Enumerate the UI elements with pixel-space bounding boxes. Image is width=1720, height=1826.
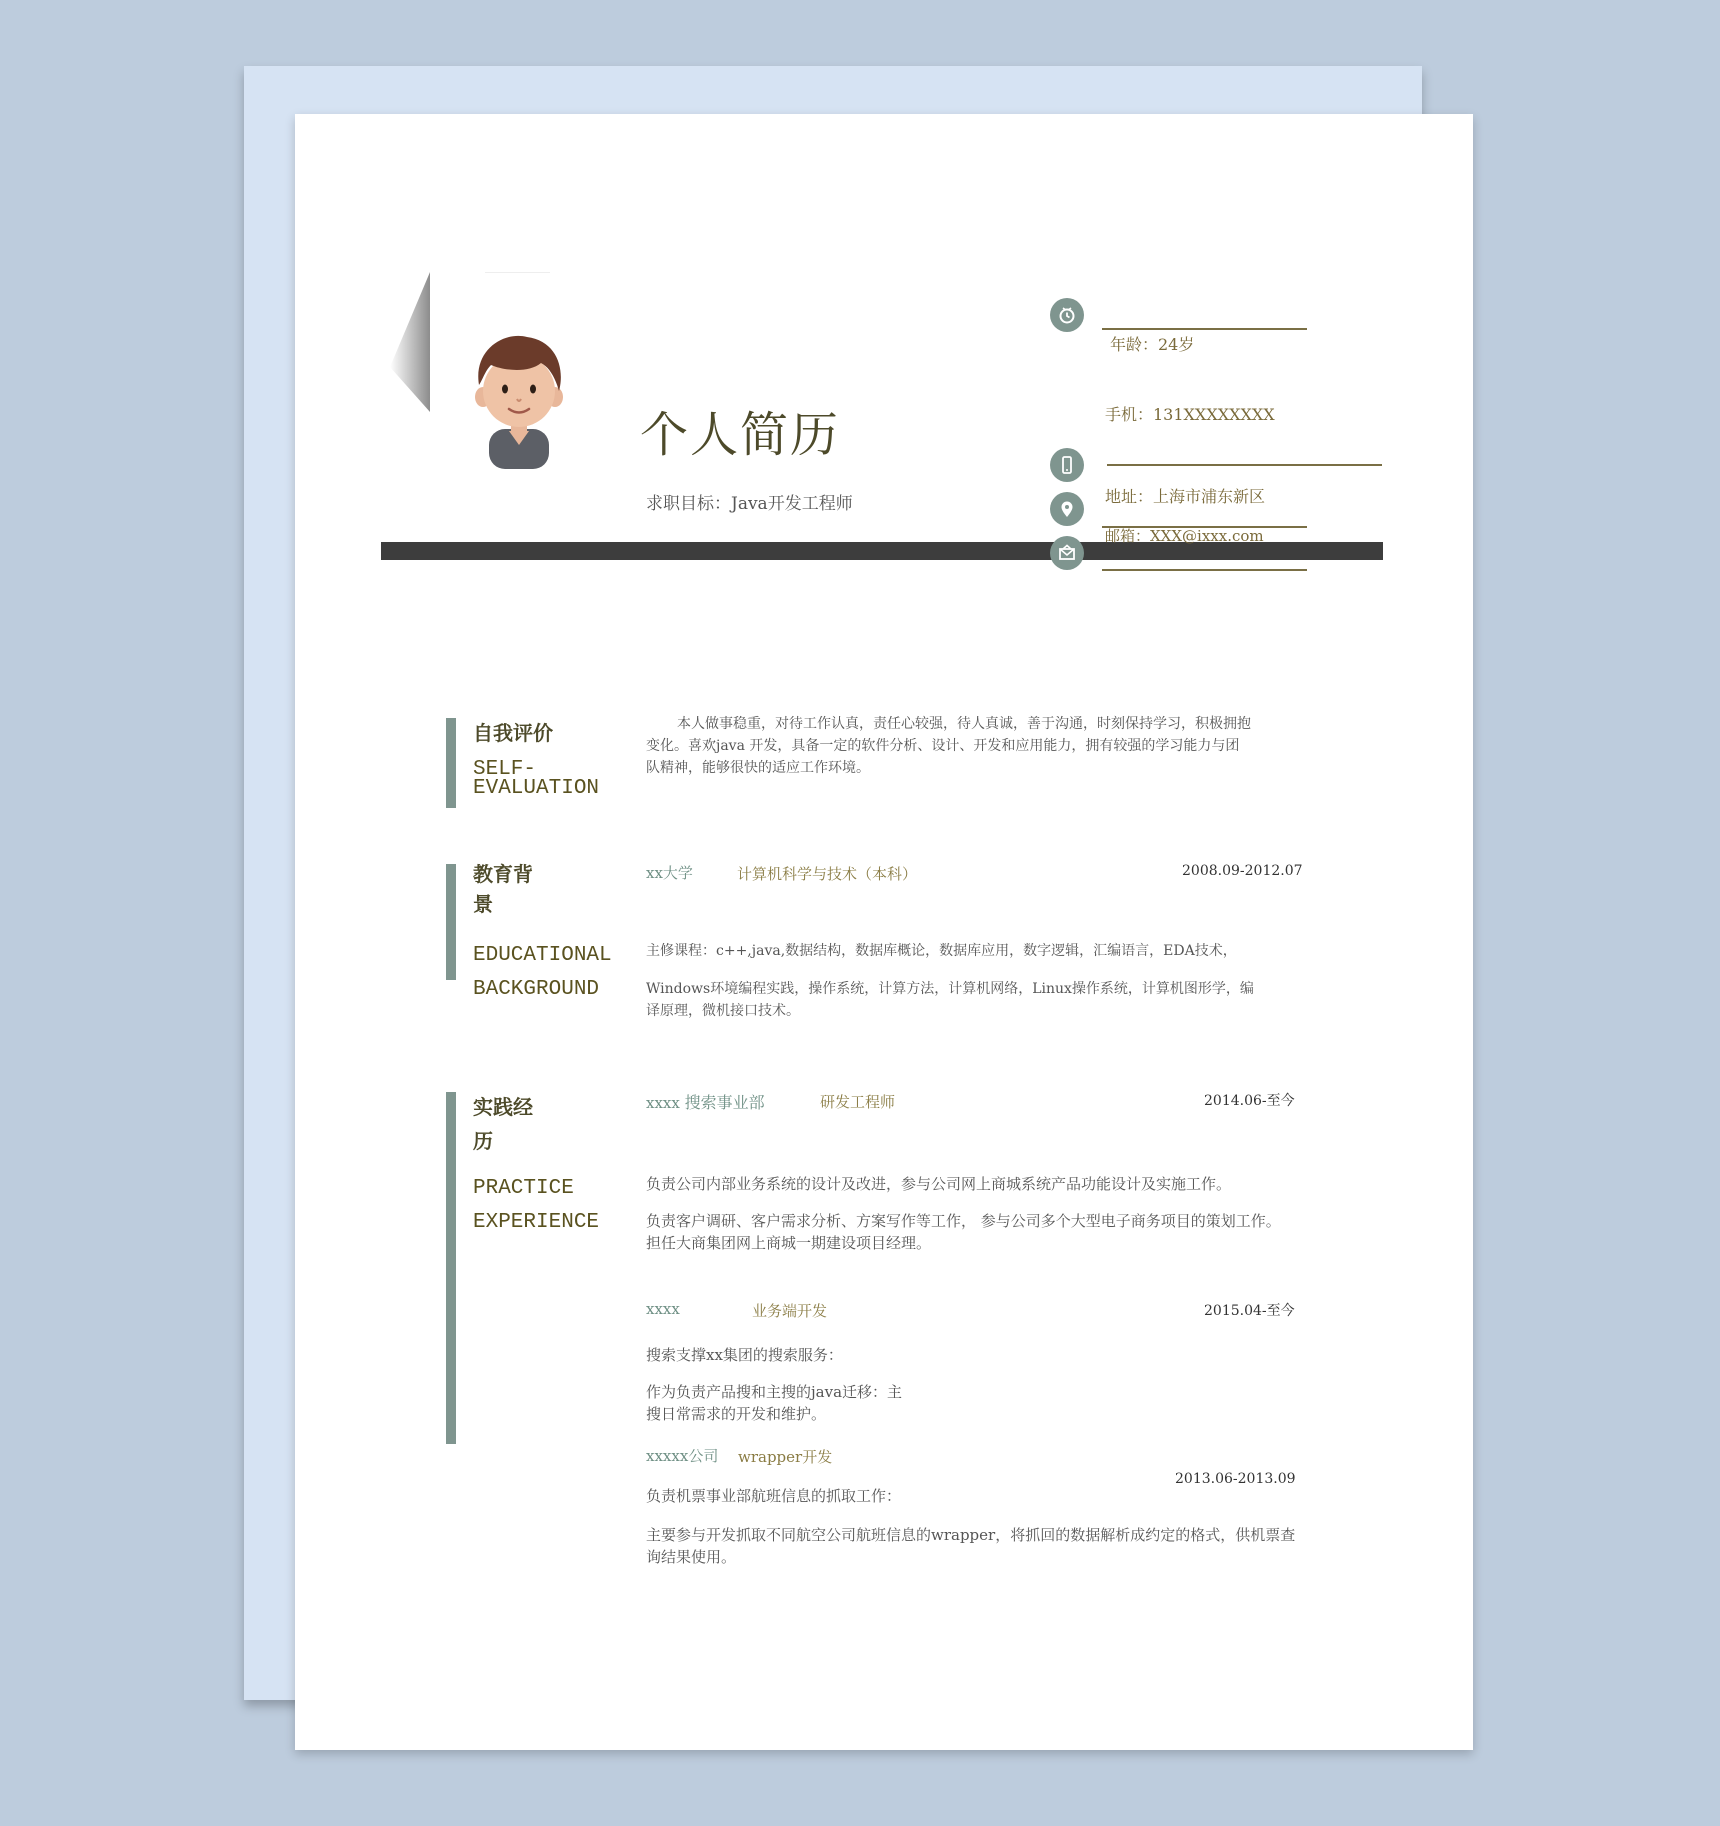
job-date: 2014.06-至今 [1204, 1093, 1295, 1109]
phone-text: 手机：131XXXXXXXX [1105, 405, 1275, 424]
avatar [465, 319, 585, 469]
job-line: 搜索支撑xx集团的搜索服务： [646, 1346, 843, 1364]
education-title-cn-2: 景 [473, 892, 493, 916]
clock-icon [1050, 298, 1084, 332]
self-eval-title-en-1: SELF- [473, 758, 537, 781]
self-eval-title-cn: 自我评价 [473, 721, 553, 745]
job-role: 业务端开发 [752, 1302, 828, 1320]
education-title-cn-1: 教育背 [473, 862, 533, 886]
self-eval-text-3: 队精神，能够很快的适应工作环境。 [646, 760, 870, 776]
email-line [1102, 569, 1307, 571]
major-name: 计算机科学与技术（本科） [737, 865, 918, 883]
courses-text-2: Windows环境编程实践，操作系统，计算方法，计算机网络，Linux操作系统，计算机图形学，编 [646, 981, 1254, 997]
job-role: 研发工程师 [820, 1093, 896, 1111]
job-role: wrapper开发 [738, 1448, 833, 1466]
job-org-prefix: xxxx [646, 1094, 680, 1112]
self-eval-bar [446, 718, 456, 808]
self-eval-text-1: 本人做事稳重，对待工作认真，责任心较强，待人真诚，善于沟通，时刻保持学习，积极拥抱 [677, 716, 1251, 732]
education-title-en-2: BACKGROUND [473, 978, 600, 1001]
mail-icon [1050, 536, 1084, 570]
courses-text-3: 译原理，微机接口技术。 [646, 1003, 800, 1019]
job-line: 负责客户调研、客户需求分析、方案写作等工作， 参与公司多个大型电子商务项目的策划工作。 [646, 1212, 1281, 1230]
education-date: 2008.09-2012.07 [1182, 863, 1303, 879]
job-line: 负责机票事业部航班信息的抓取工作： [646, 1487, 902, 1505]
email-text: 邮箱：XXX@ixxx.com [1105, 527, 1264, 545]
job-org-prefix: xxxx [646, 1300, 680, 1318]
job-org [646, 1445, 718, 1466]
education-title-en-1: EDUCATIONAL [473, 944, 612, 967]
resume-page [295, 114, 1473, 1750]
job-org [646, 1300, 680, 1318]
age-line [1102, 328, 1307, 330]
job-date: 2013.06-2013.09 [1175, 1471, 1296, 1487]
age-text: 年龄：24岁 [1110, 335, 1195, 354]
practice-title-en-2: EXPERIENCE [473, 1211, 600, 1234]
phone-line [1107, 464, 1382, 466]
job-org-name: 搜索事业部 [684, 1093, 765, 1112]
job-org-name: 公司 [688, 1447, 719, 1465]
job-line: 担任大商集团网上商城一期建设项目经理。 [646, 1234, 932, 1252]
self-eval-text-2: 变化。喜欢java 开发，具备一定的软件分析、设计、开发和应用能力，拥有较强的学习能力与团 [646, 738, 1240, 754]
courses-text-1: 主修课程：c++,java,数据结构，数据库概论，数据库应用，数字逻辑，汇编语言，EDA技术， [646, 943, 1237, 959]
job-date: 2015.04-至今 [1204, 1303, 1295, 1319]
job-org-prefix: xxxxx [646, 1447, 689, 1465]
job-line: 询结果使用。 [646, 1548, 737, 1566]
job-line: 负责公司内部业务系统的设计及改进，参与公司网上商城系统产品功能设计及实施工作。 [646, 1175, 1232, 1193]
education-bar [446, 864, 456, 980]
practice-bar [446, 1092, 456, 1444]
self-eval-title-en-2: EVALUATION [473, 777, 600, 800]
practice-title-en-1: PRACTICE [473, 1177, 574, 1200]
school-name: xx大学 [646, 864, 693, 882]
practice-title-cn-2: 历 [473, 1129, 493, 1153]
job-line: 搜日常需求的开发和维护。 [646, 1405, 827, 1423]
page-title: 个人简历 [640, 407, 841, 463]
job-org [646, 1090, 765, 1113]
job-objective: 求职目标：Java开发工程师 [646, 494, 853, 514]
job-line: 主要参与开发抓取不同航空公司航班信息的wrapper，将抓回的数据解析成约定的格式，供机票查 [646, 1526, 1296, 1544]
location-icon [1050, 492, 1084, 526]
job-line: 作为负责产品搜和主搜的java迁移：主 [646, 1383, 903, 1401]
phone-icon [1050, 448, 1084, 482]
address-text: 地址：上海市浦东新区 [1105, 487, 1266, 506]
practice-title-cn-1: 实践经 [473, 1095, 533, 1119]
